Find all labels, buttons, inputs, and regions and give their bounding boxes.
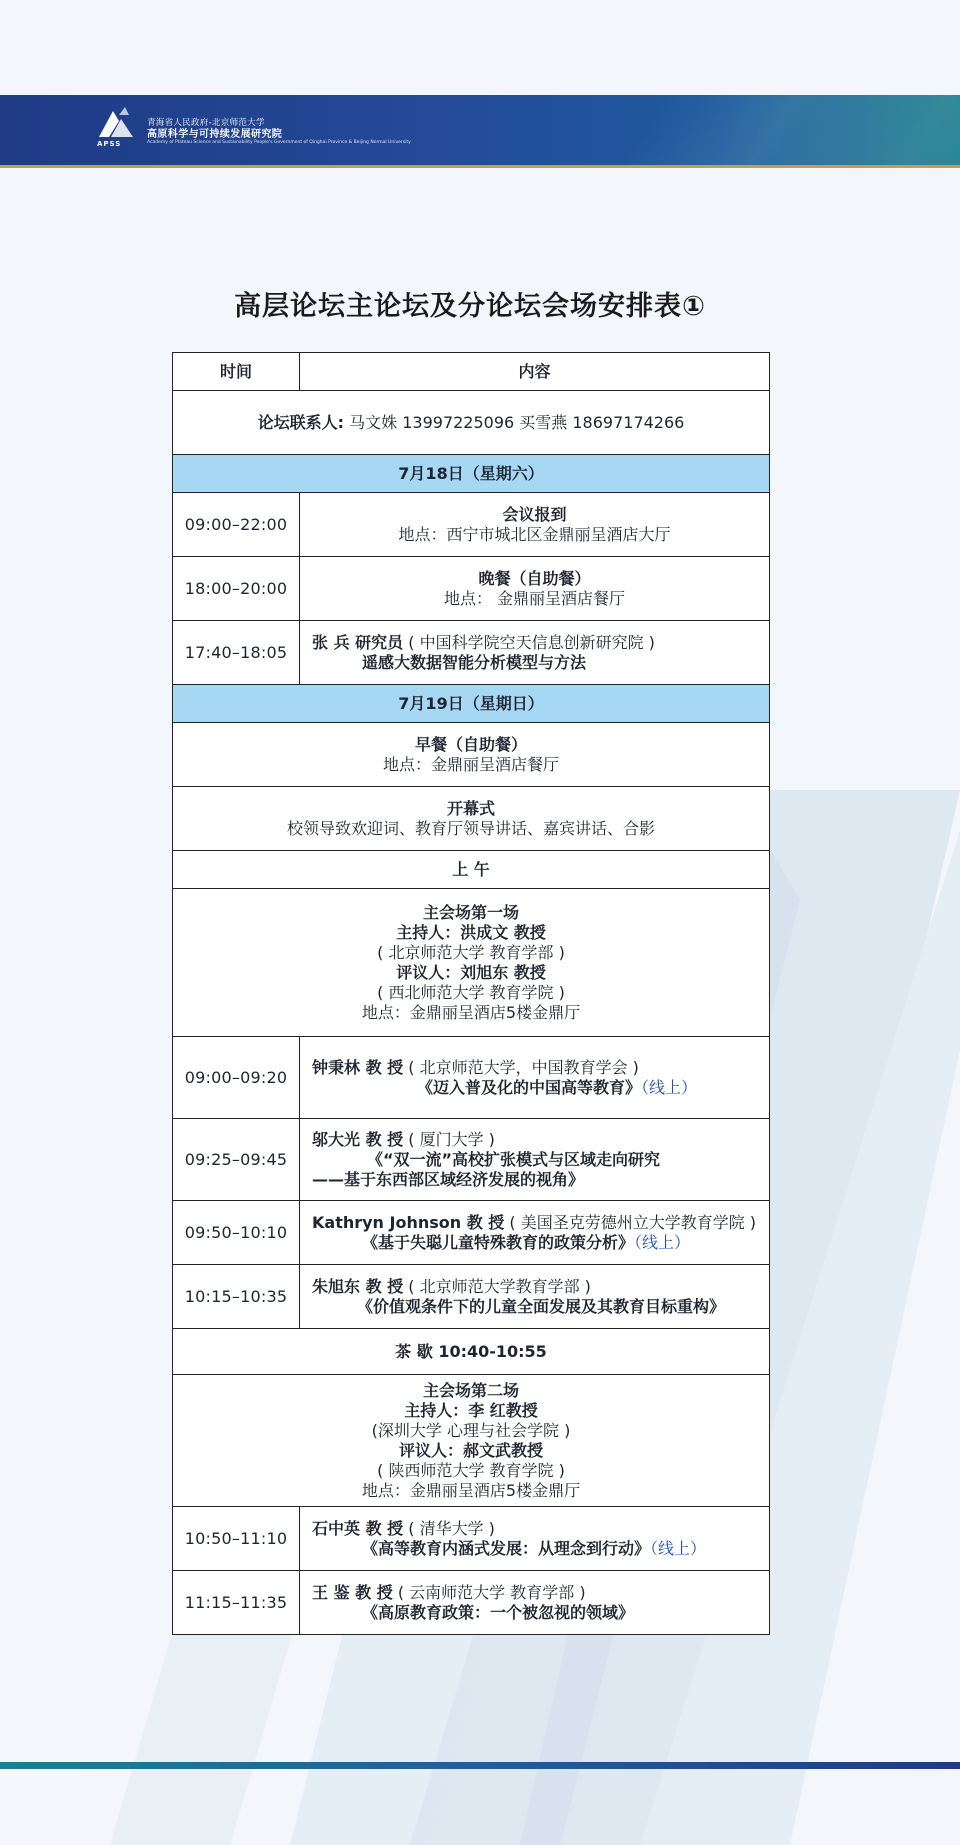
row-content: [173, 787, 770, 851]
speaker-name: Kathryn Johnson 教 授: [312, 1212, 505, 1232]
session-host-affiliation: (深圳大学 心理与社会学院 ): [371, 1420, 571, 1440]
table-row: [173, 493, 770, 557]
speaker-affiliation: ( 云南师范大学 教育学部 ): [397, 1582, 586, 1602]
row-title: 开幕式: [446, 798, 495, 818]
talk-topic: 《价值观条件下的儿童全面发展及其教育目标重构》: [357, 1296, 726, 1316]
talk-topic-line1: 《“双一流”高校扩张模式与区域走向研究: [367, 1149, 661, 1169]
row-place: 地点： 金鼎丽呈酒店餐厅: [443, 588, 626, 608]
row-content: [300, 1201, 770, 1265]
row-content: [173, 723, 770, 787]
row-time: 09:00–22:00: [173, 493, 300, 557]
row-time: 18:00–20:00: [173, 557, 300, 621]
session-host-affiliation: ( 北京师范大学 教育学部 ): [377, 942, 565, 962]
row-time: 09:00–09:20: [173, 1037, 300, 1119]
row-content: [300, 1265, 770, 1329]
contact-label: 论坛联系人:: [257, 412, 345, 432]
col-header-content: 内容: [300, 353, 770, 391]
row-time: 11:15–11:35: [173, 1571, 300, 1635]
session-info: [173, 889, 770, 1037]
table-row: [173, 723, 770, 787]
day-row-2: [173, 685, 770, 723]
speaker-affiliation: ( 北京师范大学，中国教育学会 ): [408, 1057, 639, 1077]
table-row: [173, 1265, 770, 1329]
session-commentator: 评议人：刘旭东 教授: [396, 962, 546, 982]
session-info: [173, 1375, 770, 1507]
online-tag: （线上）: [634, 1232, 691, 1252]
talk-topic: 《迈入普及化的中国高等教育》: [417, 1077, 642, 1097]
row-content: [300, 493, 770, 557]
session-title: 主会场第一场: [422, 902, 519, 922]
session-host: 主持人：李 红教授: [404, 1400, 538, 1420]
row-time: 10:15–10:35: [173, 1265, 300, 1329]
row-time: 09:50–10:10: [173, 1201, 300, 1265]
table-row: [173, 557, 770, 621]
day-label-1: 7月18日（星期六）: [173, 455, 770, 493]
logo-acronym: APSS: [97, 140, 122, 148]
speaker-affiliation: ( 厦门大学 ): [408, 1129, 495, 1149]
session-place: 地点：金鼎丽呈酒店5楼金鼎厅: [361, 1480, 581, 1500]
speaker-name: 王 鉴 教 授: [312, 1582, 393, 1602]
tea-break-label: 茶 歇 10:40-10:55: [173, 1329, 770, 1375]
speaker-name: 张 兵 研究员: [312, 632, 404, 652]
contact-cell: [173, 391, 770, 455]
talk-topic: 《基于失聪儿童特殊教育的政策分析》: [362, 1232, 635, 1252]
speaker-name: 钟秉林 教 授: [312, 1057, 404, 1077]
col-header-time: 时间: [173, 353, 300, 391]
table-row: [173, 621, 770, 685]
table-row: [173, 1507, 770, 1571]
org-name-line2: 高原科学与可持续发展研究院: [147, 128, 283, 140]
speaker-name: 石中英 教 授: [312, 1518, 404, 1538]
row-content: [300, 1119, 770, 1201]
table-row: [173, 1201, 770, 1265]
page-title: 高层论坛主论坛及分论坛会场安排表①: [234, 291, 706, 322]
day-row-1: [173, 455, 770, 493]
session-commentator-affiliation: ( 西北师范大学 教育学院 ): [377, 982, 565, 1002]
online-tag: （线上）: [641, 1077, 698, 1097]
row-title: 早餐（自助餐）: [414, 734, 527, 754]
session-commentator-affiliation: ( 陕西师范大学 教育学院 ): [377, 1460, 565, 1480]
table-row: [173, 1119, 770, 1201]
row-content: [300, 1037, 770, 1119]
online-tag: （线上）: [650, 1538, 707, 1558]
talk-topic: 《高原教育政策：一个被忽视的领域》: [362, 1602, 635, 1622]
session-title: 主会场第二场: [422, 1380, 519, 1400]
session-place: 地点：金鼎丽呈酒店5楼金鼎厅: [361, 1002, 581, 1022]
talk-topic: 《高等教育内涵式发展：从理念到行动》: [362, 1538, 651, 1558]
morning-row: [173, 851, 770, 889]
speaker-name: 邬大光 教 授: [312, 1129, 404, 1149]
institute-logo: [95, 107, 411, 157]
talk-topic: 遥感大数据智能分析模型与方法: [362, 652, 587, 672]
schedule-table: [172, 352, 770, 1635]
footer-band: [0, 1762, 960, 1769]
session-row-1: [173, 889, 770, 1037]
row-time: 10:50–11:10: [173, 1507, 300, 1571]
row-title: 会议报到: [502, 504, 567, 524]
row-time: 17:40–18:05: [173, 621, 300, 685]
speaker-affiliation: ( 美国圣克劳德州立大学教育学院 ): [509, 1212, 757, 1232]
org-name-line1: 青海省人民政府-北京师范大学: [147, 117, 265, 128]
day-label-2: 7月19日（星期日）: [173, 685, 770, 723]
contact-row: [173, 391, 770, 455]
speaker-name: 朱旭东 教 授: [312, 1276, 404, 1296]
speaker-affiliation: ( 清华大学 ): [408, 1518, 495, 1538]
table-header-row: [173, 353, 770, 391]
row-place: 地点：西宁市城北区金鼎丽呈酒店大厅: [398, 524, 671, 544]
row-content: [300, 621, 770, 685]
break-row: [173, 1329, 770, 1375]
speaker-affiliation: ( 中国科学院空天信息创新研究院 ): [408, 632, 655, 652]
table-row: [173, 1571, 770, 1635]
session-commentator: 评议人：郝文武教授: [398, 1440, 543, 1460]
speaker-affiliation: ( 北京师范大学教育学部 ): [408, 1276, 591, 1296]
talk-topic-line2: ——基于东西部区域经济发展的视角》: [312, 1169, 585, 1189]
morning-label: 上 午: [173, 851, 770, 889]
table-row: [173, 1037, 770, 1119]
contact-value: 马文姝 13997225096 买雪燕 18697174266: [344, 412, 685, 432]
row-content: [300, 1571, 770, 1635]
session-host: 主持人：洪成文 教授: [396, 922, 546, 942]
table-row: [173, 787, 770, 851]
session-row-2: [173, 1375, 770, 1507]
row-desc: 校领导致欢迎词、教育厅领导讲话、嘉宾讲话、合影: [286, 818, 655, 838]
row-content: [300, 557, 770, 621]
row-title: 晚餐（自助餐）: [478, 568, 591, 588]
org-name-english: Academy of Plateau Science and Sustainability People's Government of Qinghai Province & Beijing Normal University: [147, 140, 411, 146]
row-content: [300, 1507, 770, 1571]
row-place: 地点：金鼎丽呈酒店餐厅: [382, 754, 559, 774]
header-banner: [0, 95, 960, 168]
row-time: 09:25–09:45: [173, 1119, 300, 1201]
